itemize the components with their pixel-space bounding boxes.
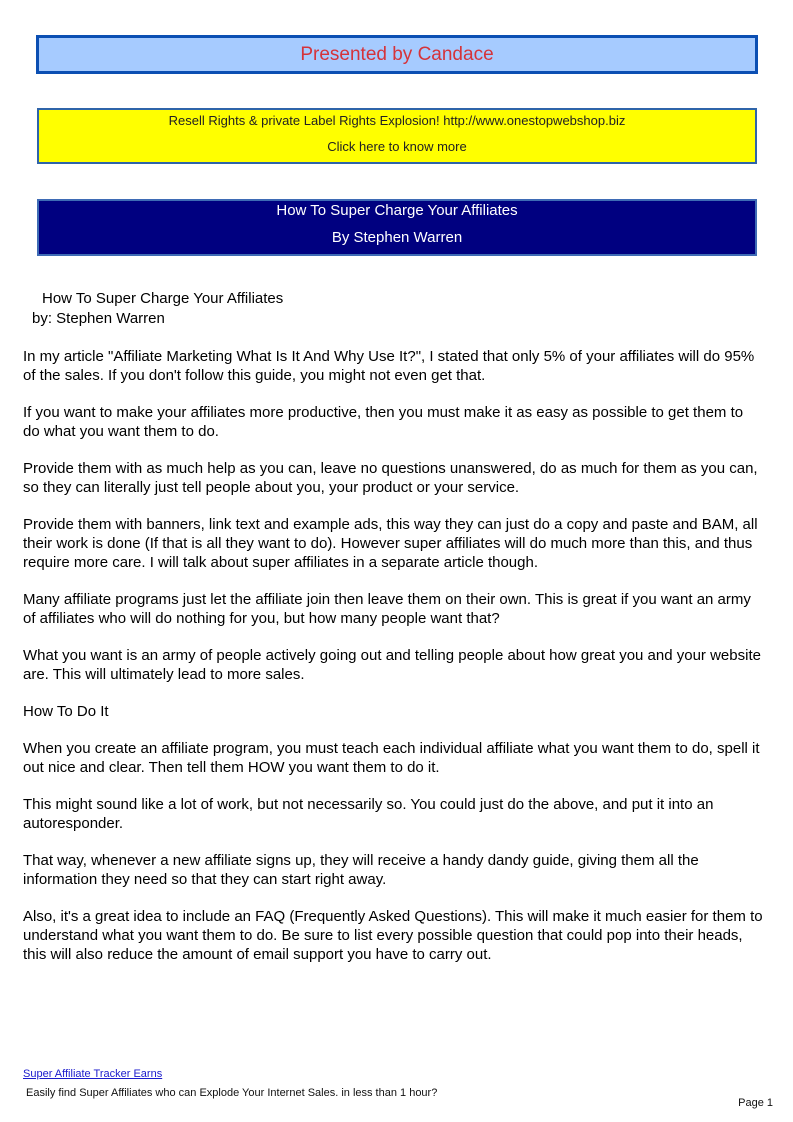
paragraph: What you want is an army of people actively going out and telling people about how great you and your website are. This will ultimately lead to more sales. — [23, 647, 761, 683]
paragraph: Many affiliate programs just let the affiliate join then leave them on their own. This is great if you want an army of affiliates who will do nothing for you, but how many people want that? — [23, 591, 751, 627]
paragraph: This might sound like a lot of work, but not necessarily so. You could just do the above, and put it into an autoresponder. — [23, 796, 714, 832]
paragraph: That way, whenever a new affiliate signs up, they will receive a handy dandy guide, giving them all the information they need so that they can start right away. — [23, 852, 699, 888]
resell-rights-text: Resell Rights & private Label Rights Explosion! http://www.onestopwebshop.biz — [168, 113, 626, 128]
paragraph: Provide them with as much help as you can, leave no questions unanswered, do as much for them as you can, so they can literally just tell people about you, your product or your service. — [23, 460, 758, 496]
page-number: Page 1 — [738, 1097, 773, 1109]
article-byline: by: Stephen Warren — [32, 310, 165, 327]
paragraph: When you create an affiliate program, you must teach each individual affiliate what you want them to do, spell it out nice and clear. Then tell them HOW you want them to do it. — [23, 740, 760, 776]
presented-by-banner — [36, 35, 758, 74]
presented-by-text: Presented by Candace — [300, 43, 494, 65]
resell-rights-banner[interactable] — [37, 108, 757, 164]
super-affiliate-tracker-link[interactable]: Super Affiliate Tracker Earns — [23, 1068, 163, 1080]
footer-note: Easily find Super Affiliates who can Explode Your Internet Sales. in less than 1 hour? — [26, 1087, 438, 1099]
section-heading: How To Do It — [23, 703, 109, 720]
paragraph: In my article "Affiliate Marketing What Is It And Why Use It?", I stated that only 5% of your affiliates will do 95% of the sales. If you don't follow this guide, you might not even get that. — [23, 348, 755, 384]
paragraph: Also, it's a great idea to include an FAQ (Frequently Asked Questions). This will make it much easier for them to understand what you want them to do. Be sure to list every possible question that could pop into their heads, this will also reduce the amount of email support you have to carry out. — [23, 908, 763, 963]
title-banner — [37, 199, 757, 256]
banner-title-text: How To Super Charge Your Affiliates — [276, 202, 518, 219]
article-heading: How To Super Charge Your Affiliates — [42, 290, 284, 307]
paragraph: If you want to make your affiliates more productive, then you must make it as easy as possible to get them to do what you want them to do. — [23, 404, 744, 440]
banner-author-text: By Stephen Warren — [331, 229, 463, 246]
article-body — [23, 347, 763, 982]
click-here-link[interactable]: Click here to know more — [327, 139, 467, 154]
paragraph: Provide them with banners, link text and example ads, this way they can just do a copy and paste and BAM, all their work is done (If that is all they want to do). However super affiliates will do much more than this, and thus require more care. I will talk about super affiliates in a separate article though. — [23, 516, 758, 571]
